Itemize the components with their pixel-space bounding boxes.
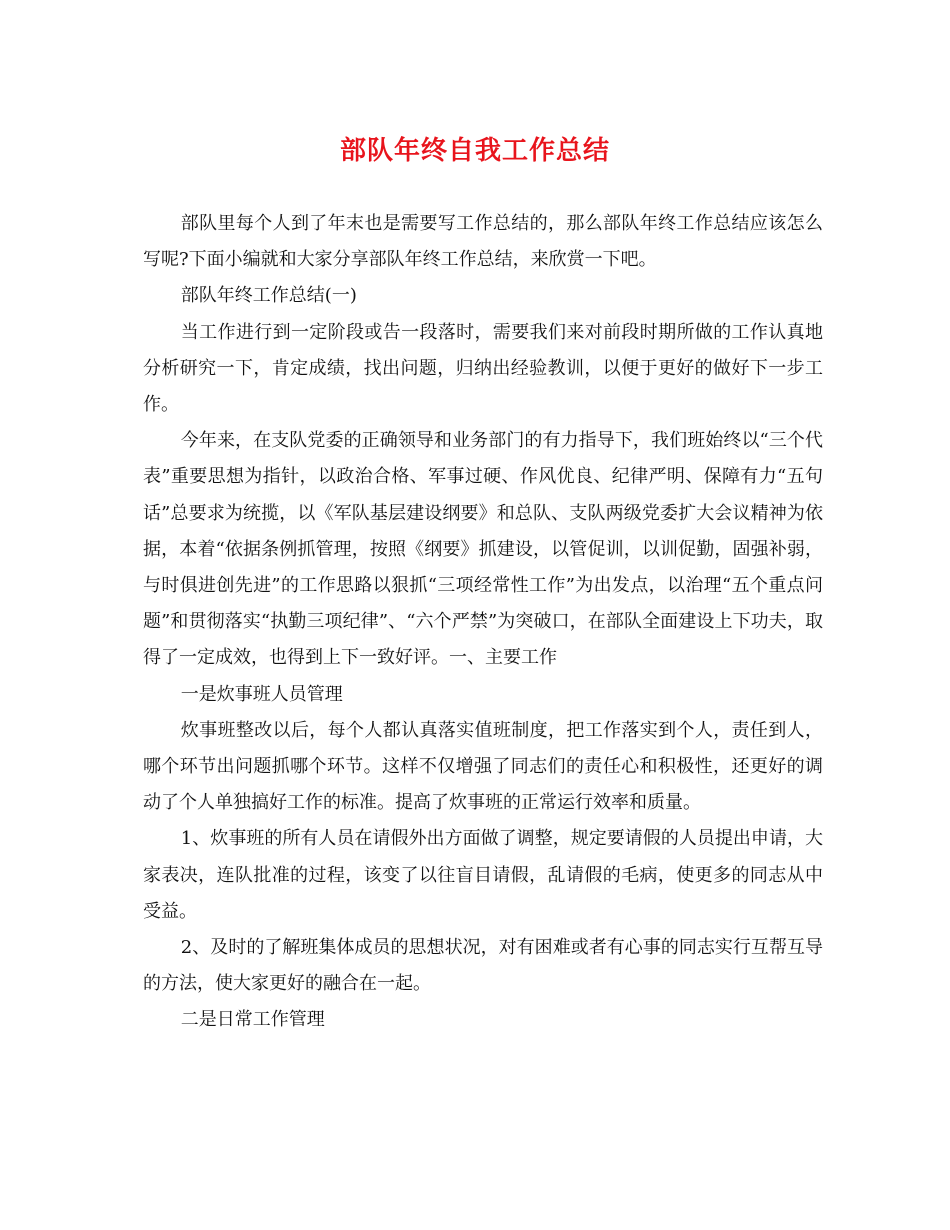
body-paragraph: 当工作进行到一定阶段或告一段落时，需要我们来对前段时期所做的工作认真地分析研究一下，肯定成绩，找出问题，归纳出经验教训，以便于更好的做好下一步工作。	[143, 321, 823, 416]
subsection-heading: 二是日常工作管理	[180, 1009, 325, 1031]
body-paragraph: 今年来，在支队党委的正确领导和业务部门的有力指导下，我们班始终以“三个代表”重要思想为指针，以政治合格、军事过硬、作风优良、纪律严明、保障有力“五句话”总要求为统揽，以《军队基层建设纲要》和总队、支队两级党委扩大会议精神为依据，本着“依据条例抓管理，按照《纲要》抓建设，以管促训，以训促勤，固强补弱，与时俱进创先进”的工作思路以狠抓“三项经常性工作”为出发点，以治理“五个重点问题”和贯彻落实“执勤三项纪律”、“六个严禁”为突破口，在部队全面建设上下功夫，取得了一定成效，也得到上下一致好评。一、主要工作	[143, 430, 823, 669]
intro-paragraph: 部队里每个人到了年末也是需要写工作总结的，那么部队年终工作总结应该怎么写呢?下面小编就和大家分享部队年终工作总结，来欣赏一下吧。	[143, 213, 823, 271]
subsection-heading: 一是炊事班人员管理	[180, 683, 343, 705]
document-title: 部队年终自我工作总结	[339, 136, 610, 166]
body-paragraph: 炊事班整改以后，每个人都认真落实值班制度，把工作落实到个人，责任到人，哪个环节出问题抓哪个环节。这样不仅增强了同志们的责任心和积极性，还更好的调动了个人单独搞好工作的标准。提高了炊事班的正常运行效率和质量。	[143, 719, 823, 814]
list-item: 1、炊事班的所有人员在请假外出方面做了调整，规定要请假的人员提出申请，大家表决，连队批准的过程，该变了以往盲目请假，乱请假的毛病，使更多的同志从中受益。	[143, 828, 823, 922]
section-heading: 部队年终工作总结(一)	[180, 285, 357, 307]
document-body	[143, 206, 823, 1039]
list-item: 2、及时的了解班集体成员的思想状况，对有困难或者有心事的同志实行互帮互导的方法，使大家更好的融合在一起。	[143, 937, 823, 995]
